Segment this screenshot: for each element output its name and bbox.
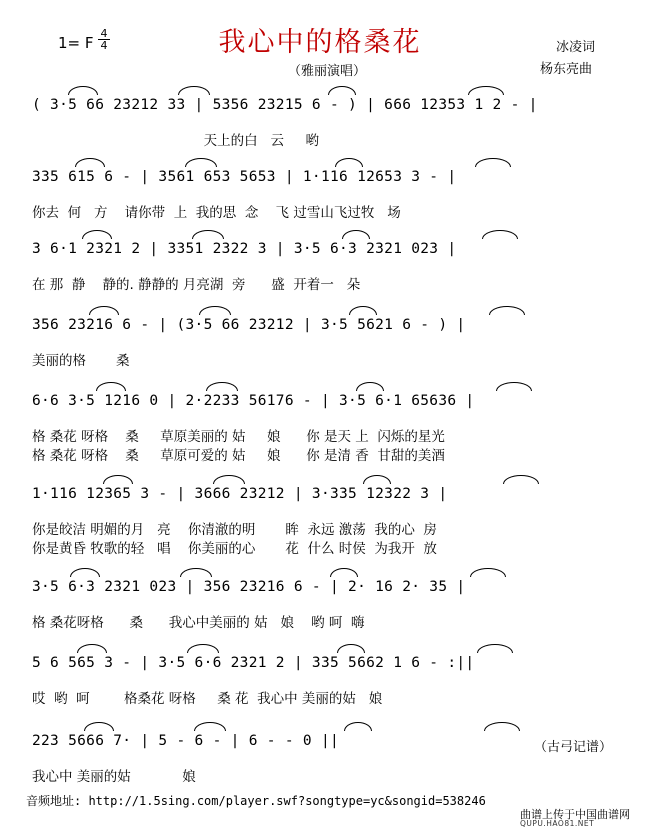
lyric-line: 格 桑花呀格 桑 我心中美丽的 姑 娘 哟 呵 嗨 [32, 615, 365, 631]
composer-credit: 杨东亮曲 [540, 62, 593, 77]
song-title: 我心中的格桑花 [218, 27, 422, 58]
lyric-line: 天上的白 云 哟 [32, 133, 319, 149]
staff-line [28, 578, 632, 658]
key-signature: 1= F [58, 34, 94, 52]
lyric-line-second-verse: 格 桑花 呀格 桑 草原可爱的 姑 娘 你 是清 香 甘甜的美酒 [32, 448, 445, 464]
lyric-line: 我心中 美丽的姑 娘 [32, 769, 196, 785]
slur-mark [503, 475, 539, 484]
lyric-line: 格 桑花 呀格 桑 草原美丽的 姑 娘 你 是天 上 闪烁的星光 [32, 429, 445, 445]
staff-line [28, 240, 632, 320]
slur-mark [70, 568, 100, 577]
lyric-line: 你去 何 方 请你带 上 我的思 念 飞 过雪山飞过牧 场 [32, 205, 401, 221]
lyric-line: 你是皎洁 明媚的月 亮 你清澈的明 眸 永远 激荡 我的心 房 [32, 522, 437, 538]
staff-line [28, 485, 632, 565]
jianpu-notes: 3 6·1 2321 2 | 3351 2322 3 | 3·5 6·3 2321 023 | [32, 241, 457, 257]
audio-link[interactable]: 音频地址: http://1.5sing.com/player.swf?songtype=yc&songid=538246 [26, 794, 486, 808]
jianpu-notes: 335 615 6 - | 3561 653 5653 | 1·116 12653 3 - | [32, 169, 457, 185]
lyric-line-second-verse: 你是黄昏 牧歌的轻 唱 你美丽的心 花 什么 时侯 为我开 放 [32, 541, 437, 557]
slur-mark [328, 86, 356, 95]
slur-mark [468, 86, 504, 95]
slur-mark [470, 568, 506, 577]
jianpu-notes: 223 5666 7· | 5 - 6 - | 6 - - 0 || [32, 733, 340, 749]
transcriber-credit: （古弓记谱） [534, 740, 613, 755]
singer-credit: （雅丽演唱） [287, 64, 366, 79]
jianpu-notes: 3·5 6·3 2321 023 | 356 23216 6 - | 2· 16 2· 35 | [32, 579, 466, 595]
slur-mark [330, 568, 358, 577]
staff-line [28, 96, 632, 176]
jianpu-notes: ( 3·5 66 23212 33 | 5356 23215 6 - ) | 666 12353 1 2 - | [32, 97, 538, 113]
footer-site: 曲谱上传于中国曲谱网 [520, 808, 630, 821]
meter-numerator: 4 [100, 27, 108, 40]
jianpu-notes: 5 6 565 3 - | 3·5 6·6 2321 2 | 335 5662 1 6 - :|| [32, 655, 475, 671]
lyric-line: 哎 哟 呵 格桑花 呀格 桑 花 我心中 美丽的姑 娘 [32, 691, 383, 707]
slur-mark [213, 475, 245, 484]
jianpu-notes: 1·116 12365 3 - | 3666 23212 | 3·335 12322 3 | [32, 486, 448, 502]
staff-line [28, 654, 632, 734]
slur-mark [363, 475, 391, 484]
slur-mark [180, 568, 212, 577]
staff-line [28, 168, 632, 248]
slur-mark [103, 475, 133, 484]
footer-url[interactable]: QUPU.HAO81.NET [520, 819, 595, 828]
lyricist-credit: 冰凌词 [556, 40, 596, 55]
slur-mark [68, 86, 98, 95]
meter-denominator: 4 [98, 39, 110, 51]
slur-mark [178, 86, 210, 95]
jianpu-notes: 6·6 3·5 1216 0 | 2·2233 56176 - | 3·5 6·1 65636 | [32, 393, 475, 409]
lyric-line: 美丽的格 桑 [32, 353, 130, 369]
staff-line [28, 392, 632, 472]
jianpu-notes: 356 23216 6 - | (3·5 66 23212 | 3·5 5621 6 - ) | [32, 317, 466, 333]
lyric-line: 在 那 静 静的. 静静的 月亮湖 旁 盛 开着一 朵 [32, 277, 361, 293]
